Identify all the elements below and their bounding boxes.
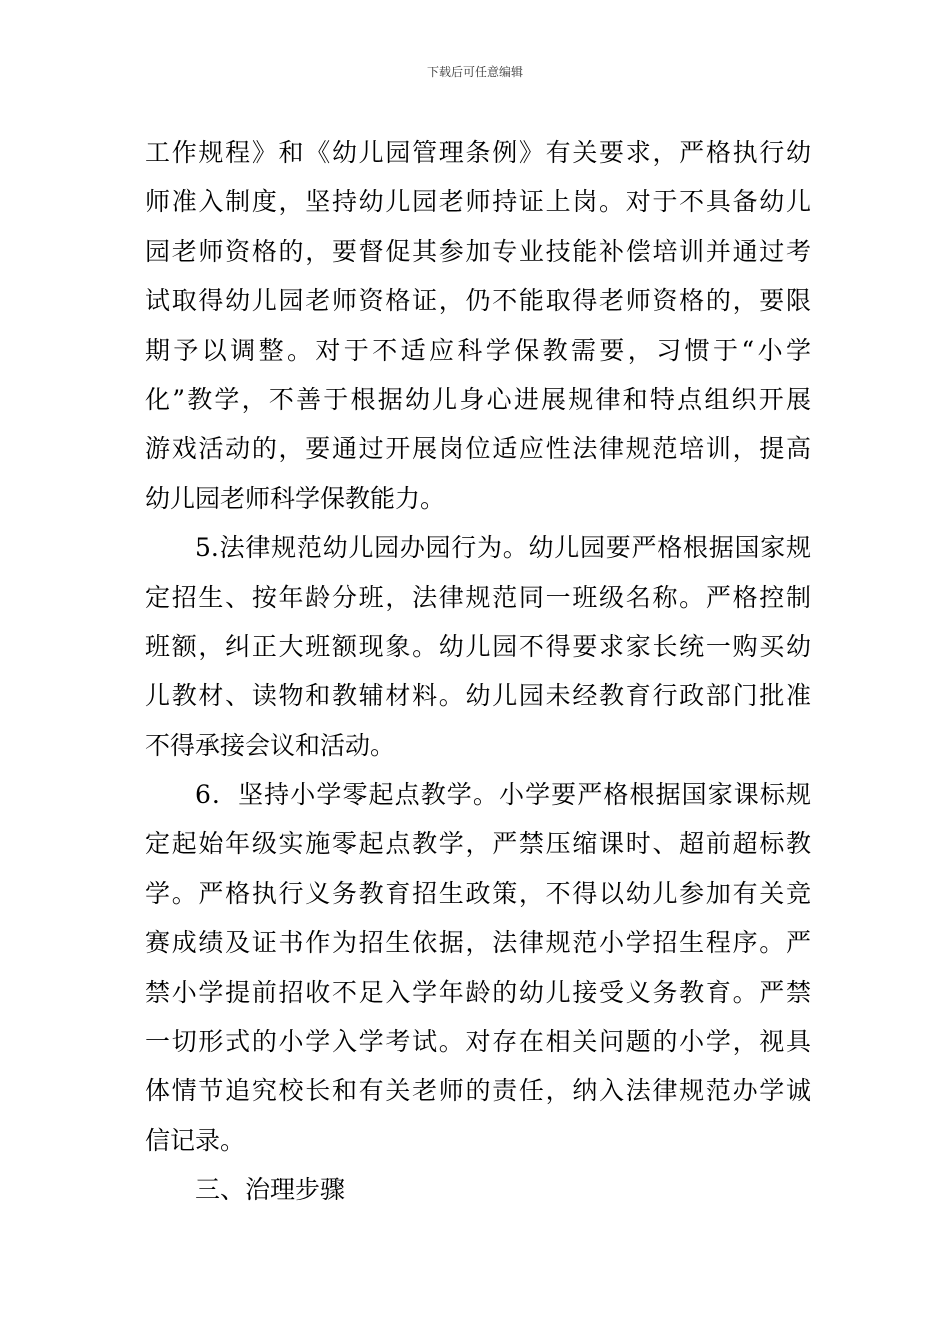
text-line: 学。严格执行义务教育招生政策，不得以幼儿参加有关竞: [145, 878, 811, 908]
text-line: 6．坚持小学零起点教学。小学要严格根据国家课标规: [195, 780, 811, 810]
text-line: 游戏活动的，要通过开展岗位适应性法律规范培训，提高: [145, 434, 811, 464]
text-line: 一切形式的小学入学考试。对存在相关问题的小学，视具: [145, 1027, 811, 1057]
text-line: 化”教学，不善于根据幼儿身心进展规律和特点组织开展: [145, 384, 811, 414]
section-heading-governance-steps: [145, 1165, 811, 1214]
text-line: 期予以调整。对于不适应科学保教需要，习惯于“小学: [145, 335, 811, 365]
text-line: 信记录。: [145, 1125, 246, 1155]
text-line: 不得承接会议和活动。: [145, 730, 396, 760]
paragraph-item-5: [145, 523, 811, 770]
text-line: 儿教材、读物和教辅材料。幼儿园未经教育行政部门批准: [145, 681, 811, 711]
text-line: 禁小学提前招收不足入学年龄的幼儿接受义务教育。严禁: [145, 977, 811, 1007]
text-line: 园老师资格的，要督促其参加专业技能补偿培训并通过考: [145, 236, 811, 266]
text-line: 幼儿园老师科学保教能力。: [145, 483, 446, 513]
document-body: [145, 128, 811, 1215]
text-line: 班额，纠正大班额现象。幼儿园不得要求家长统一购买幼: [145, 631, 811, 661]
text-line: 体情节追究校长和有关老师的责任，纳入法律规范办学诚: [145, 1076, 811, 1106]
text-line: 赛成绩及证书作为招生依据，法律规范小学招生程序。严: [145, 928, 811, 958]
page-header: 下载后可任意编辑: [426, 65, 523, 79]
text-line: 5.法律规范幼儿园办园行为。幼儿园要严格根据国家规: [195, 533, 811, 563]
section-heading: 三、治理步骤: [195, 1175, 346, 1205]
text-line: 定招生、按年龄分班，法律规范同一班级名称。严格控制: [145, 582, 811, 612]
text-line: 师准入制度，坚持幼儿园老师持证上岗。对于不具备幼儿: [145, 187, 811, 217]
paragraph-teacher-qualification: [145, 128, 811, 523]
paragraph-item-6: [145, 770, 811, 1165]
text-line: 工作规程》和《幼儿园管理条例》有关要求，严格执行幼: [145, 138, 811, 167]
text-line: 试取得幼儿园老师资格证，仍不能取得老师资格的，要限: [145, 286, 811, 316]
text-line: 定起始年级实施零起点教学，严禁压缩课时、超前超标教: [145, 829, 811, 859]
